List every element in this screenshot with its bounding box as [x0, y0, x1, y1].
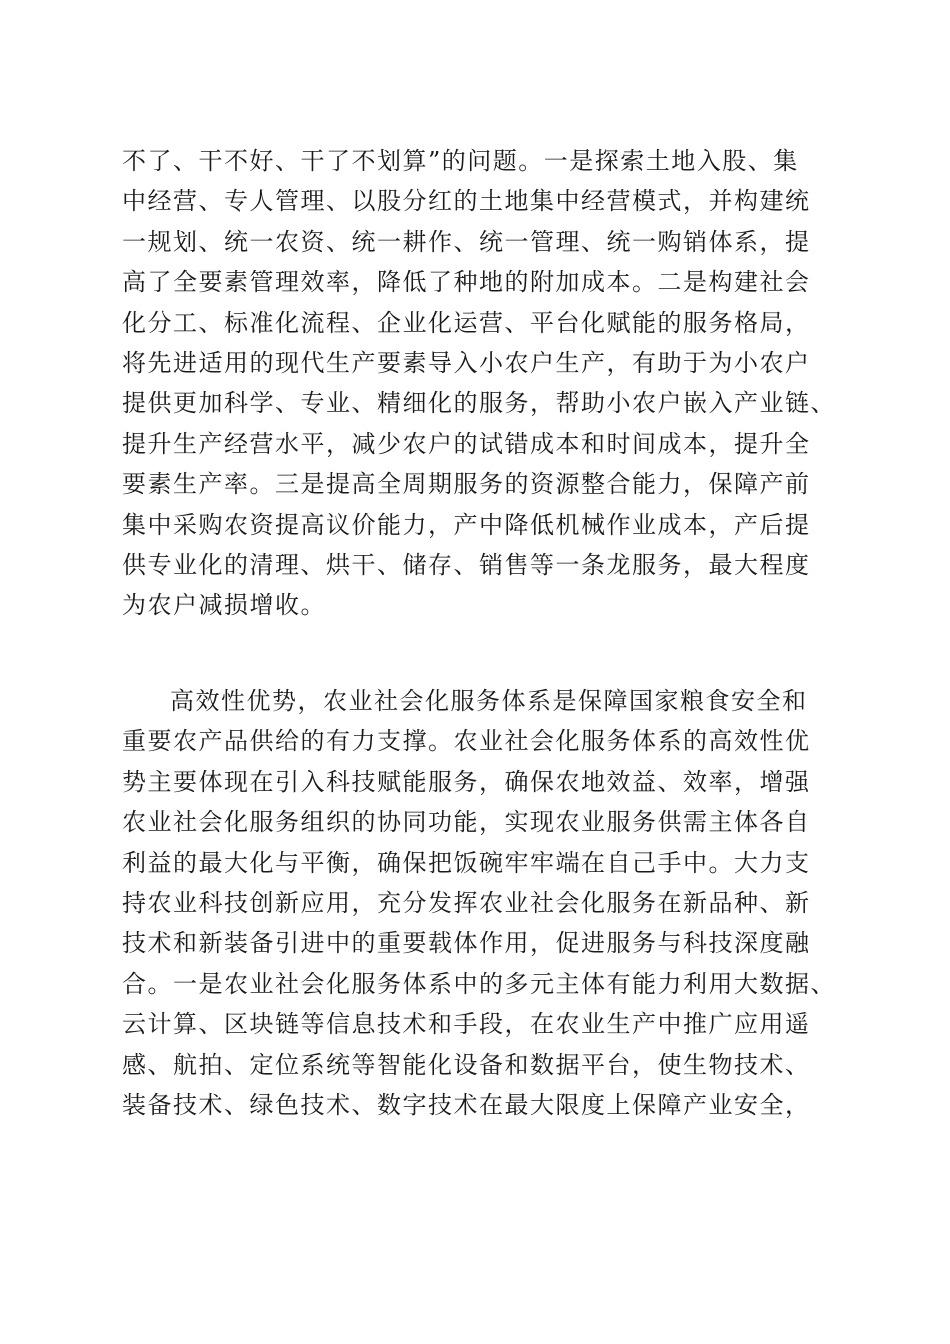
text-line: 合。一是农业社会化服务体系中的多元主体有能力利用大数据、: [122, 969, 836, 998]
text-line: 装备技术、绿色技术、数字技术在最大限度上保障产业安全，: [122, 1090, 811, 1119]
text-line: 技术和新装备引进中的重要载体作用，促进服务与科技深度融: [122, 929, 811, 958]
paragraph-service-model: [122, 141, 842, 626]
text-line: 供专业化的清理、烘干、储存、销售等一条龙服务，最大程度: [122, 550, 811, 579]
text-line: 提供更加科学、专业、精细化的服务，帮助小农户嵌入产业链、: [122, 389, 836, 418]
text-line: 提升生产经营水平，减少农户的试错成本和时间成本，提升全: [122, 429, 811, 458]
text-line: 农业社会化服务组织的协同功能，实现农业服务供需主体各自: [122, 808, 811, 837]
paragraph-efficiency-advantage: [122, 681, 842, 1125]
text-line: 一规划、统一农资、统一耕作、统一管理、统一购销体系，提: [122, 227, 811, 256]
text-line: 化分工、标准化流程、企业化运营、平台化赋能的服务格局，: [122, 308, 811, 337]
text-line: 集中采购农资提高议价能力，产中降低机械作业成本，产后提: [122, 510, 811, 539]
text-line: 持农业科技创新应用，充分发挥农业社会化服务在新品种、新: [122, 888, 811, 917]
text-line: 利益的最大化与平衡，确保把饭碗牢牢端在自己手中。大力支: [122, 848, 811, 877]
text-line: 不了、干不好、干了不划算”的问题。一是探索土地入股、集: [122, 147, 799, 175]
text-line: 云计算、区块链等信息技术和手段，在农业生产中推广应用遥: [122, 1010, 811, 1039]
text-line: 中经营、专人管理、以股分红的土地集中经营模式，并构建统: [122, 187, 811, 216]
text-line: 感、航拍、定位系统等智能化设备和数据平台，使生物技术、: [122, 1050, 811, 1079]
text-line: 为农户减损增收。: [122, 591, 326, 620]
text-line: 重要农产品供给的有力支撑。农业社会化服务体系的高效性优: [122, 727, 811, 756]
text-line: 高了全要素管理效率，降低了种地的附加成本。二是构建社会: [122, 268, 811, 297]
text-line-indented: 高效性优势，农业社会化服务体系是保障国家粮食安全和: [170, 687, 808, 715]
text-line: 势主要体现在引入科技赋能服务，确保农地效益、效率，增强: [122, 767, 811, 796]
text-line: 要素生产率。三是提高全周期服务的资源整合能力，保障产前: [122, 470, 811, 499]
text-line: 将先进适用的现代生产要素导入小农户生产，有助于为小农户: [122, 348, 811, 377]
